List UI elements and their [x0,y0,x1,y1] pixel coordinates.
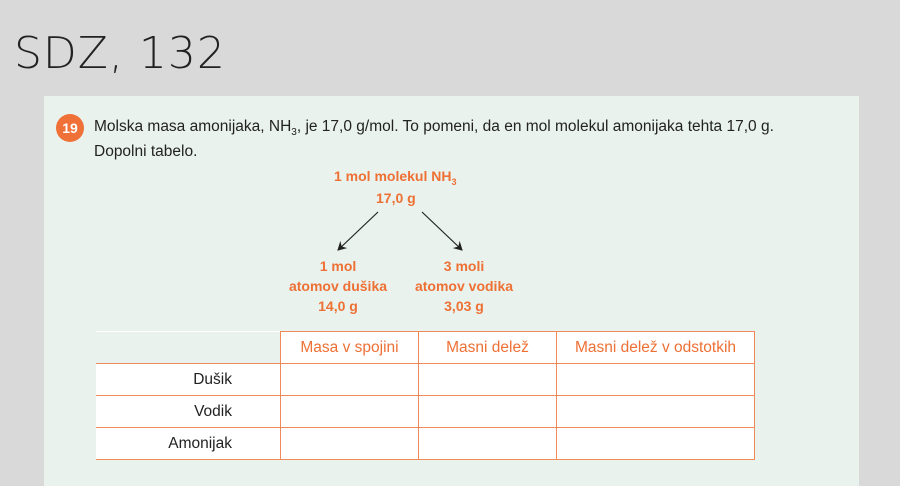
arrow-right [422,212,462,250]
cell-hydrogen-percent[interactable] [557,396,755,428]
exercise-text-a: Molska masa amonijaka, NH [94,118,292,135]
cell-nitrogen-percent[interactable] [557,364,755,396]
diagram-top-mass: 17,0 g [376,190,416,206]
cell-hydrogen-fraction[interactable] [419,396,557,428]
diagram-left-line2: atomov dušika [288,278,388,294]
table-row [96,364,755,396]
cell-ammonia-mass[interactable] [281,428,419,460]
exercise-text-subscript: 3 [291,127,297,139]
row-label-hydrogen: Vodik [96,396,281,428]
exercise-text-b: , je 17,0 g/mol. To pomeni, da en mol molekul amonijaka tehta 17,0 g. [296,118,774,135]
cell-hydrogen-mass[interactable] [281,396,419,428]
diagram-top-text: 1 mol molekul NH [334,168,452,184]
diagram-right-line3: 3,03 g [444,298,484,314]
row-label-nitrogen: Dušik [96,364,281,396]
cell-nitrogen-fraction[interactable] [419,364,557,396]
cell-ammonia-percent[interactable] [557,428,755,460]
exercise-number-badge: 19 [56,114,84,142]
exercise-table [96,331,755,460]
diagram-left-line1: 1 mol [319,258,357,274]
table-row [96,428,755,460]
header-mass-in-compound: Masa v spojini [281,332,419,364]
cell-nitrogen-mass[interactable] [281,364,419,396]
slide-title: SDZ, 132 [14,28,226,79]
row-label-ammonia: Amonijak [96,428,281,460]
arrow-left [338,212,378,250]
header-mass-fraction: Masni delež [419,332,557,364]
table-header-row [96,332,755,364]
table-row [96,396,755,428]
cell-ammonia-fraction[interactable] [419,428,557,460]
diagram-right-line2: atomov vodika [414,278,514,294]
exercise-instruction: Dopolni tabelo. [94,143,198,160]
header-mass-fraction-percent: Masni delež v odstotkih [557,332,755,364]
table-corner [96,332,281,364]
diagram-top-subscript: 3 [451,176,457,187]
diagram-left-line3: 14,0 g [318,298,358,314]
diagram-right-line1: 3 moli [443,258,485,274]
